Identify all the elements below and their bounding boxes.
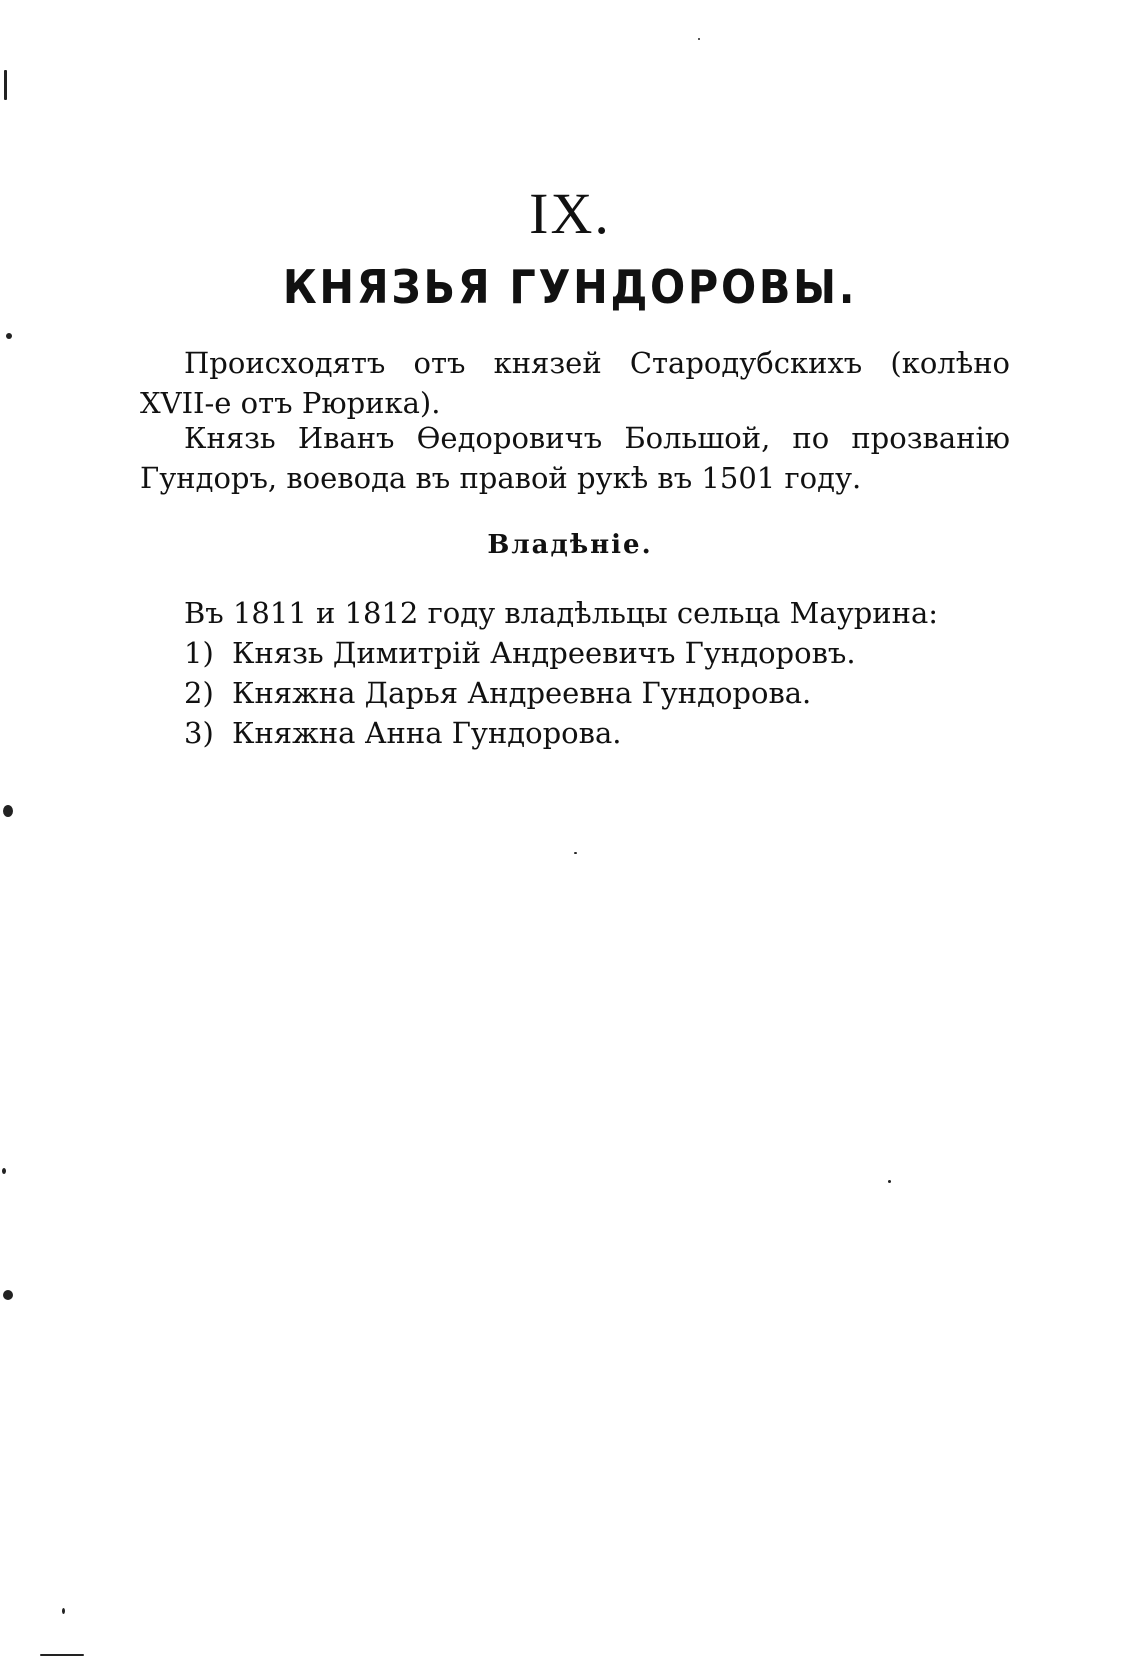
owners-list bbox=[140, 633, 1010, 753]
list-item bbox=[184, 713, 1010, 753]
scan-speck bbox=[2, 1168, 6, 1174]
owner-name: Князь Димитрій Андреевичъ Гундоровъ. bbox=[232, 636, 856, 670]
scan-speck bbox=[4, 70, 7, 100]
owner-name: Княжна Анна Гундорова. bbox=[232, 716, 622, 750]
scan-speck bbox=[3, 1290, 13, 1300]
scan-speck bbox=[888, 1180, 891, 1183]
paragraph-origin: Происходятъ отъ князей Стародубскихъ (колѣно XVII-е отъ Рюрика). bbox=[140, 346, 1010, 420]
owner-name: Княжна Дарья Андреевна Гундорова. bbox=[232, 676, 812, 710]
paragraph-prince-ivan: Князь Иванъ Ѳедоровичъ Большой, по прозванію Гундоръ, воевода въ правой рукѣ въ 1501 году. bbox=[140, 421, 1010, 495]
list-item bbox=[184, 673, 1010, 713]
scan-speck bbox=[574, 852, 577, 854]
scan-speck bbox=[62, 1608, 65, 1614]
owner-number: 2) bbox=[184, 676, 214, 710]
scan-speck bbox=[3, 805, 13, 817]
scan-speck bbox=[6, 333, 12, 339]
scan-speck bbox=[40, 1654, 84, 1656]
chapter-number: IX. bbox=[529, 181, 611, 246]
list-item bbox=[184, 633, 1010, 673]
scan-speck bbox=[698, 38, 700, 40]
ownership-intro: Въ 1811 и 1812 году владѣльцы сельца Маурина: bbox=[184, 596, 938, 630]
owner-number: 3) bbox=[184, 716, 214, 750]
ownership-block bbox=[140, 593, 1010, 753]
owner-number: 1) bbox=[184, 636, 214, 670]
chapter-title: КНЯЗЬЯ ГУНДОРОВЫ. bbox=[282, 260, 858, 314]
section-heading: Владѣніе. bbox=[487, 530, 653, 560]
